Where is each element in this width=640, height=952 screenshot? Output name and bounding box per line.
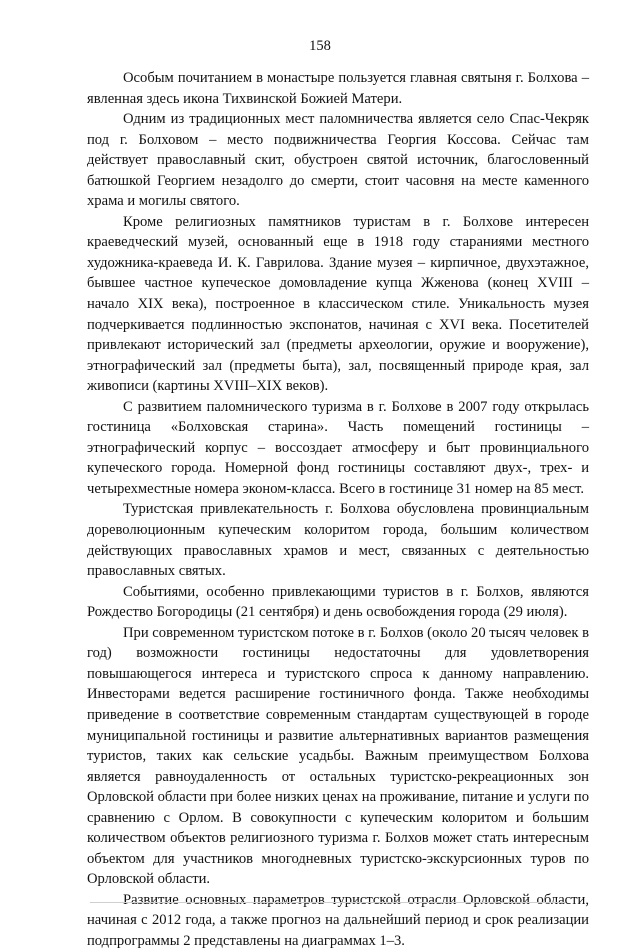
- paragraph-museum: Кроме религиозных памятников туристам в г. Болхове интересен краеведческий музей, основанный еще в 1918 году стараниями местного художника-краеведа И. К. Гаврилова. Здание музея – кирпичное, двухэтажное, бывшее частное купеческое домовладение купца Жженова (конец XVIII – начало XIX века), построенное в классическом стиле. Уникальность музея подчеркивается подлинностью экспонатов, начиная с XVI века. Посетителей привлекают исторический зал (предметы археологии, оружие и вооружение), этнографический зал (предметы быта), зал, посвященный природе края, зал живописи (картины XVIII–XIX веков).: [87, 213, 589, 395]
- bottom-divider: [90, 902, 565, 903]
- paragraph-events: Событиями, особенно привлекающими туристов в г. Болхов, являются Рождество Богородицы (21 сентября) и день освобождения города (29 июля).: [87, 583, 589, 621]
- paragraph-hotel: С развитием паломнического туризма в г. Болхове в 2007 году открылась гостиница «Болховская старина». Часть помещений гостиницы – этнографический корпус – воссоздает атмосферу и быт провинциального купеческого города. Номерной фонд гостиницы составляют двух-, трех- и четырехместные номера эконом-класса. Всего в гостинице 31 номер на 85 мест.: [87, 398, 589, 497]
- body-text: [87, 68, 589, 952]
- paragraph-spas-chekryak: Одним из традиционных мест паломничества является село Спас-Чекряк под г. Болховом – место подвижничества Георгия Коссова. Сейчас там действует православный скит, обустроен святой источник, благословенный батюшкой Георгием незадолго до смерти, стоит часовня на месте каменного храма и могилы святого.: [87, 111, 589, 210]
- page-number: 158: [309, 38, 331, 54]
- paragraph-diagrams-reference: Развитие основных параметров туристской отрасли Орловской области, начиная с 2012 года, а также прогноз на дальнейший период и срок реализации подпрограммы 2 представлены на диаграммах 1–3.: [87, 891, 589, 949]
- paragraph-tourist-flow: При современном туристском потоке в г. Болхов (около 20 тысяч человек в год) возможности гостиницы недостаточны для удовлетворения повышающегося интереса и туристского спроса к данному направлению. Инвесторами ведется расширение гостиничного фонда. Также необходимы приведение в соответствие современным стандартам существующей в городе муниципальной гостиницы и развитие альтернативных вариантов размещения туристов, таких как сельские усадьбы. Важным преимуществом Болхова является равноудаленность от остальных туристско-рекреационных зон Орловской области при более низких ценах на проживание, питание и услуги по сравнению с Орлом. В совокупности с купеческим колоритом и большим количеством объектов религиозного туризма г. Болхов может стать интересным объектом для участников многодневных туристско-экскурсионных туров по Орловской области.: [87, 624, 589, 888]
- paragraph-monastery-icon: Особым почитанием в монастыре пользуется главная святыня г. Болхова – явленная здесь икона Тихвинской Божией Матери.: [87, 70, 589, 107]
- paragraph-attractiveness: Туристская привлекательность г. Болхова обусловлена провинциальным дореволюционным купеческим колоритом города, большим количеством действующих православных храмов и мест, связанных с деятельностью православных святых.: [87, 501, 589, 580]
